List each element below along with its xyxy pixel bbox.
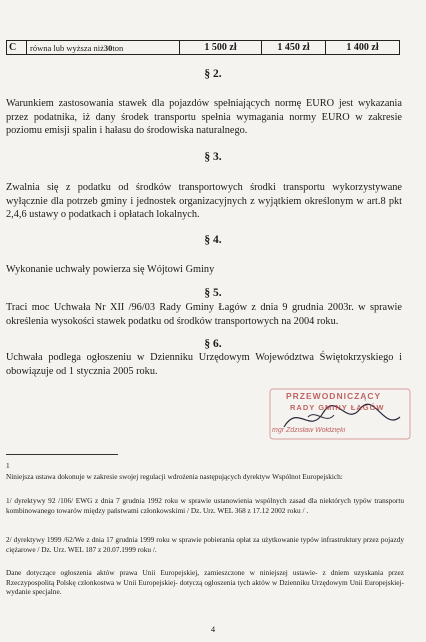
section-heading-6: § 6. xyxy=(204,338,222,350)
table-cell-rate-1: 1 500 zł xyxy=(180,41,262,54)
table-cell-rate-3: 1 400 zł xyxy=(346,42,379,53)
section-text-4: Wykonanie uchwały powierza się Wójtowi Gminy xyxy=(6,264,215,275)
table-cell-weight xyxy=(27,41,180,54)
rate-table-row xyxy=(6,40,400,55)
footnote-rule xyxy=(6,454,118,455)
footnote-item-1: 1/ dyrektywy 92 /106/ EWG z dnia 7 grudnia 1992 roku w sprawie ustanowienia wspólnych zasad dla niektórych typów transportu kombinowanego towarów między państwami członkowskimi / Dz. Urz. WEL 368 z 17.12 2002 roku / . xyxy=(6,496,404,515)
section-heading-3: § 3. xyxy=(204,151,222,163)
footnote-marker: 1 xyxy=(6,461,10,470)
footnote-item-2: 2/ dyrektywy 1999 /62/We z dnia 17 grudnia 1999 roku w sprawie pobierania opłat za użytkowanie typów infrastruktury przez pojazdy ciężarowe / Dz. Urz. WEL 187 z 20.07.1999 roku /. xyxy=(6,535,404,554)
table-cell-rate-2: 1 450 zł xyxy=(262,41,326,54)
official-stamp xyxy=(268,387,416,449)
footnote-intro: Niniejsza ustawa dokonuje w zakresie swojej regulacji wdrożenia następujących dyrektyw Wspólnot Europejskich: xyxy=(6,472,343,481)
stamp-line-2: RADY GMINY ŁAGÓW xyxy=(290,403,385,412)
footnote-item-3: Dane dotyczące ogłoszenia aktów prawa Unii Europejskiej, zamieszczone w niniejszej ustawie- z dniem uzyskania przez Rzeczypospolitą Polskę członkostwa w Unii Europejskiej- dotyczą ogłoszenia tych aktów w Dzienniku Urzędowym Unii Europejskiej- wydanie specjalne. xyxy=(6,568,404,597)
section-heading-5: § 5. xyxy=(204,287,222,299)
weight-prefix: równa lub wyższa niż xyxy=(30,42,104,53)
table-cell-category: C xyxy=(7,41,27,54)
section-text-3: Zwalnia się z podatku od środków transportowych środki transportu wykorzystywane wyłącznie dla potrzeb gminy i jednostek organizacyjnych z wyjątkiem określonym w art.8 pkt 2,4,6 ustawy o podatkach i opłatach lokalnych. xyxy=(6,182,402,220)
section-heading-4: § 4. xyxy=(204,234,222,246)
weight-suffix: ton xyxy=(112,42,124,53)
weight-value: 30 xyxy=(103,42,113,53)
section-text-6: Uchwała podlega ogłoszeniu w Dzienniku Urzędowym Województwa Świętokrzyskiego i obowiązuje od 1 stycznia 2005 roku. xyxy=(6,352,402,377)
stamp-line-3: mgr Zdzisław Wołdzięki xyxy=(272,427,346,434)
section-heading-2: § 2. xyxy=(204,68,222,80)
stamp-line-1: PRZEWODNICZĄCY xyxy=(286,391,382,401)
section-text-5: Traci moc Uchwała Nr XII /96/03 Rady Gminy Łagów z dnia 9 grudnia 2003r. w sprawie określenia wysokości stawek podatku od środków transportowych na 2004 roku. xyxy=(6,302,402,327)
section-text-2: Warunkiem zastosowania stawek dla pojazdów spełniających normę EURO jest wykazania przez podatnika, iż dany środek transportu spełnia wymagania normy EURO w zakresie poziomu emisji spalin i hałasu do środowiska naturalnego. xyxy=(6,98,402,136)
page-number: 4 xyxy=(210,624,216,634)
